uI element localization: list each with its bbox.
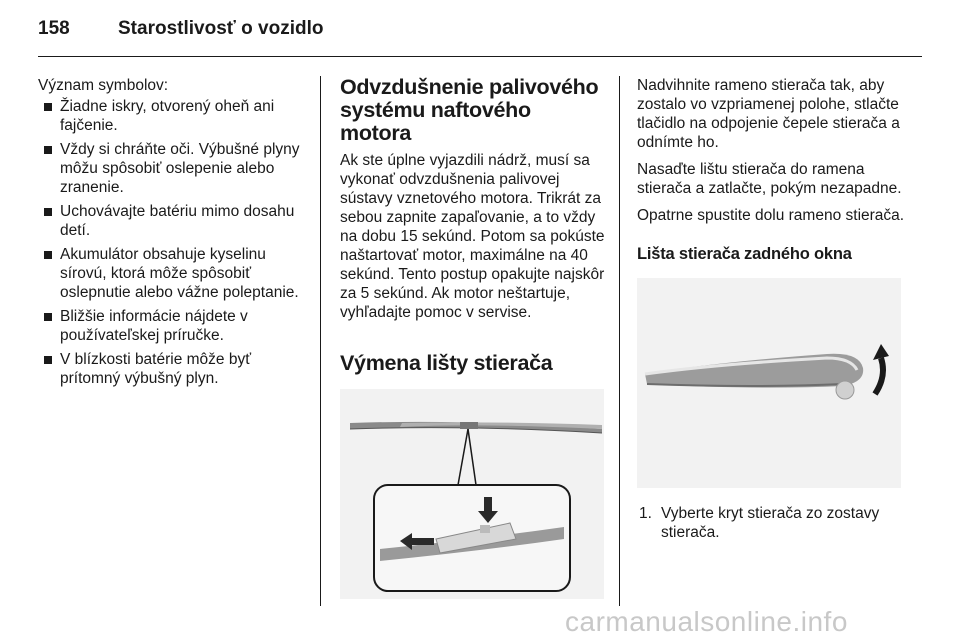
watermark: carmanualsonline.info xyxy=(565,606,848,637)
list-item: V blízkosti batérie môže byť prítomný výbušný plyn. xyxy=(38,350,308,388)
wiper-step-paragraph-2: Nasaďte lištu stierača do ramena stierača a zatlačte, pokým nezapadne. xyxy=(637,161,902,197)
column-divider-2 xyxy=(619,76,620,606)
column-symbols xyxy=(38,76,308,393)
column-diesel-wiper xyxy=(340,76,606,599)
column-wiper-instructions xyxy=(637,76,907,542)
wiper-blade-figure xyxy=(340,389,604,599)
header-divider xyxy=(38,56,922,57)
bullet-square-icon xyxy=(44,313,52,321)
page-header xyxy=(38,18,323,48)
step-text: Vyberte kryt stierača zo zostavy stierača. xyxy=(661,505,880,541)
bullet-square-icon xyxy=(44,356,52,364)
rear-wiper-heading: Lišta stierača zadného okna xyxy=(637,245,852,263)
bullet-square-icon xyxy=(44,251,52,259)
list-item xyxy=(637,504,907,542)
rotate-up-arrow-icon xyxy=(873,344,889,394)
list-item: Akumulátor obsahuje kyselinu sírovú, ktorá môže spôsobiť oslepnutie alebo vážne poleptanie. xyxy=(38,245,308,302)
symbols-intro: Význam symbolov: xyxy=(38,77,169,94)
fuel-bleed-paragraph: Ak ste úplne vyjazdili nádrž, musí sa vykonať odvzdušnenia palivovej sústavy vznetového motora. Trikrát za sebou zapnite zapaľovanie, a to vždy na dobu 15 sekúnd. Potom sa pokúste naštartovať motor, maximálne na 40 sekúnd. Tento postup opakujte najskôr za 5 sekúnd. Ak motor neštartuje, vyhľadajte pomoc v servise. xyxy=(340,152,605,321)
bullet-square-icon xyxy=(44,146,52,154)
bullet-square-icon xyxy=(44,103,52,111)
section-heading-fuel-bleed: Odvzdušnenie palivového systému naftového motora xyxy=(340,75,599,145)
wiper-blade-illustration xyxy=(340,389,604,599)
rear-wiper-steps xyxy=(637,504,907,542)
bullet-square-icon xyxy=(44,208,52,216)
rear-wiper-illustration xyxy=(637,278,901,488)
column-divider-1 xyxy=(320,76,321,606)
list-item: Bližšie informácie nájdete v používateľskej príručke. xyxy=(38,307,308,345)
symbols-list xyxy=(38,97,308,388)
list-item: Uchovávajte batériu mimo dosahu detí. xyxy=(38,202,308,240)
section-heading-wiper-replacement: Výmena lišty stierača xyxy=(340,351,553,375)
wiper-step-paragraph-1: Nadvihnite rameno stierača tak, aby zostalo vo vzpriamenej polohe, stlačte tlačidlo na odpojenie čepele stierača a odnímte ho. xyxy=(637,77,900,151)
chapter-title: Starostlivosť o vozidlo xyxy=(118,18,324,39)
page-number: 158 xyxy=(38,18,70,39)
rear-wiper-figure xyxy=(637,278,901,488)
wiper-step-paragraph-3: Opatrne spustite dolu rameno stierača. xyxy=(637,207,905,224)
list-item: Vždy si chráňte oči. Výbušné plyny môžu spôsobiť oslepenie alebo zranenie. xyxy=(38,140,308,197)
step-number: 1. xyxy=(639,505,652,522)
list-item: Žiadne iskry, otvorený oheň ani fajčenie. xyxy=(38,97,308,135)
